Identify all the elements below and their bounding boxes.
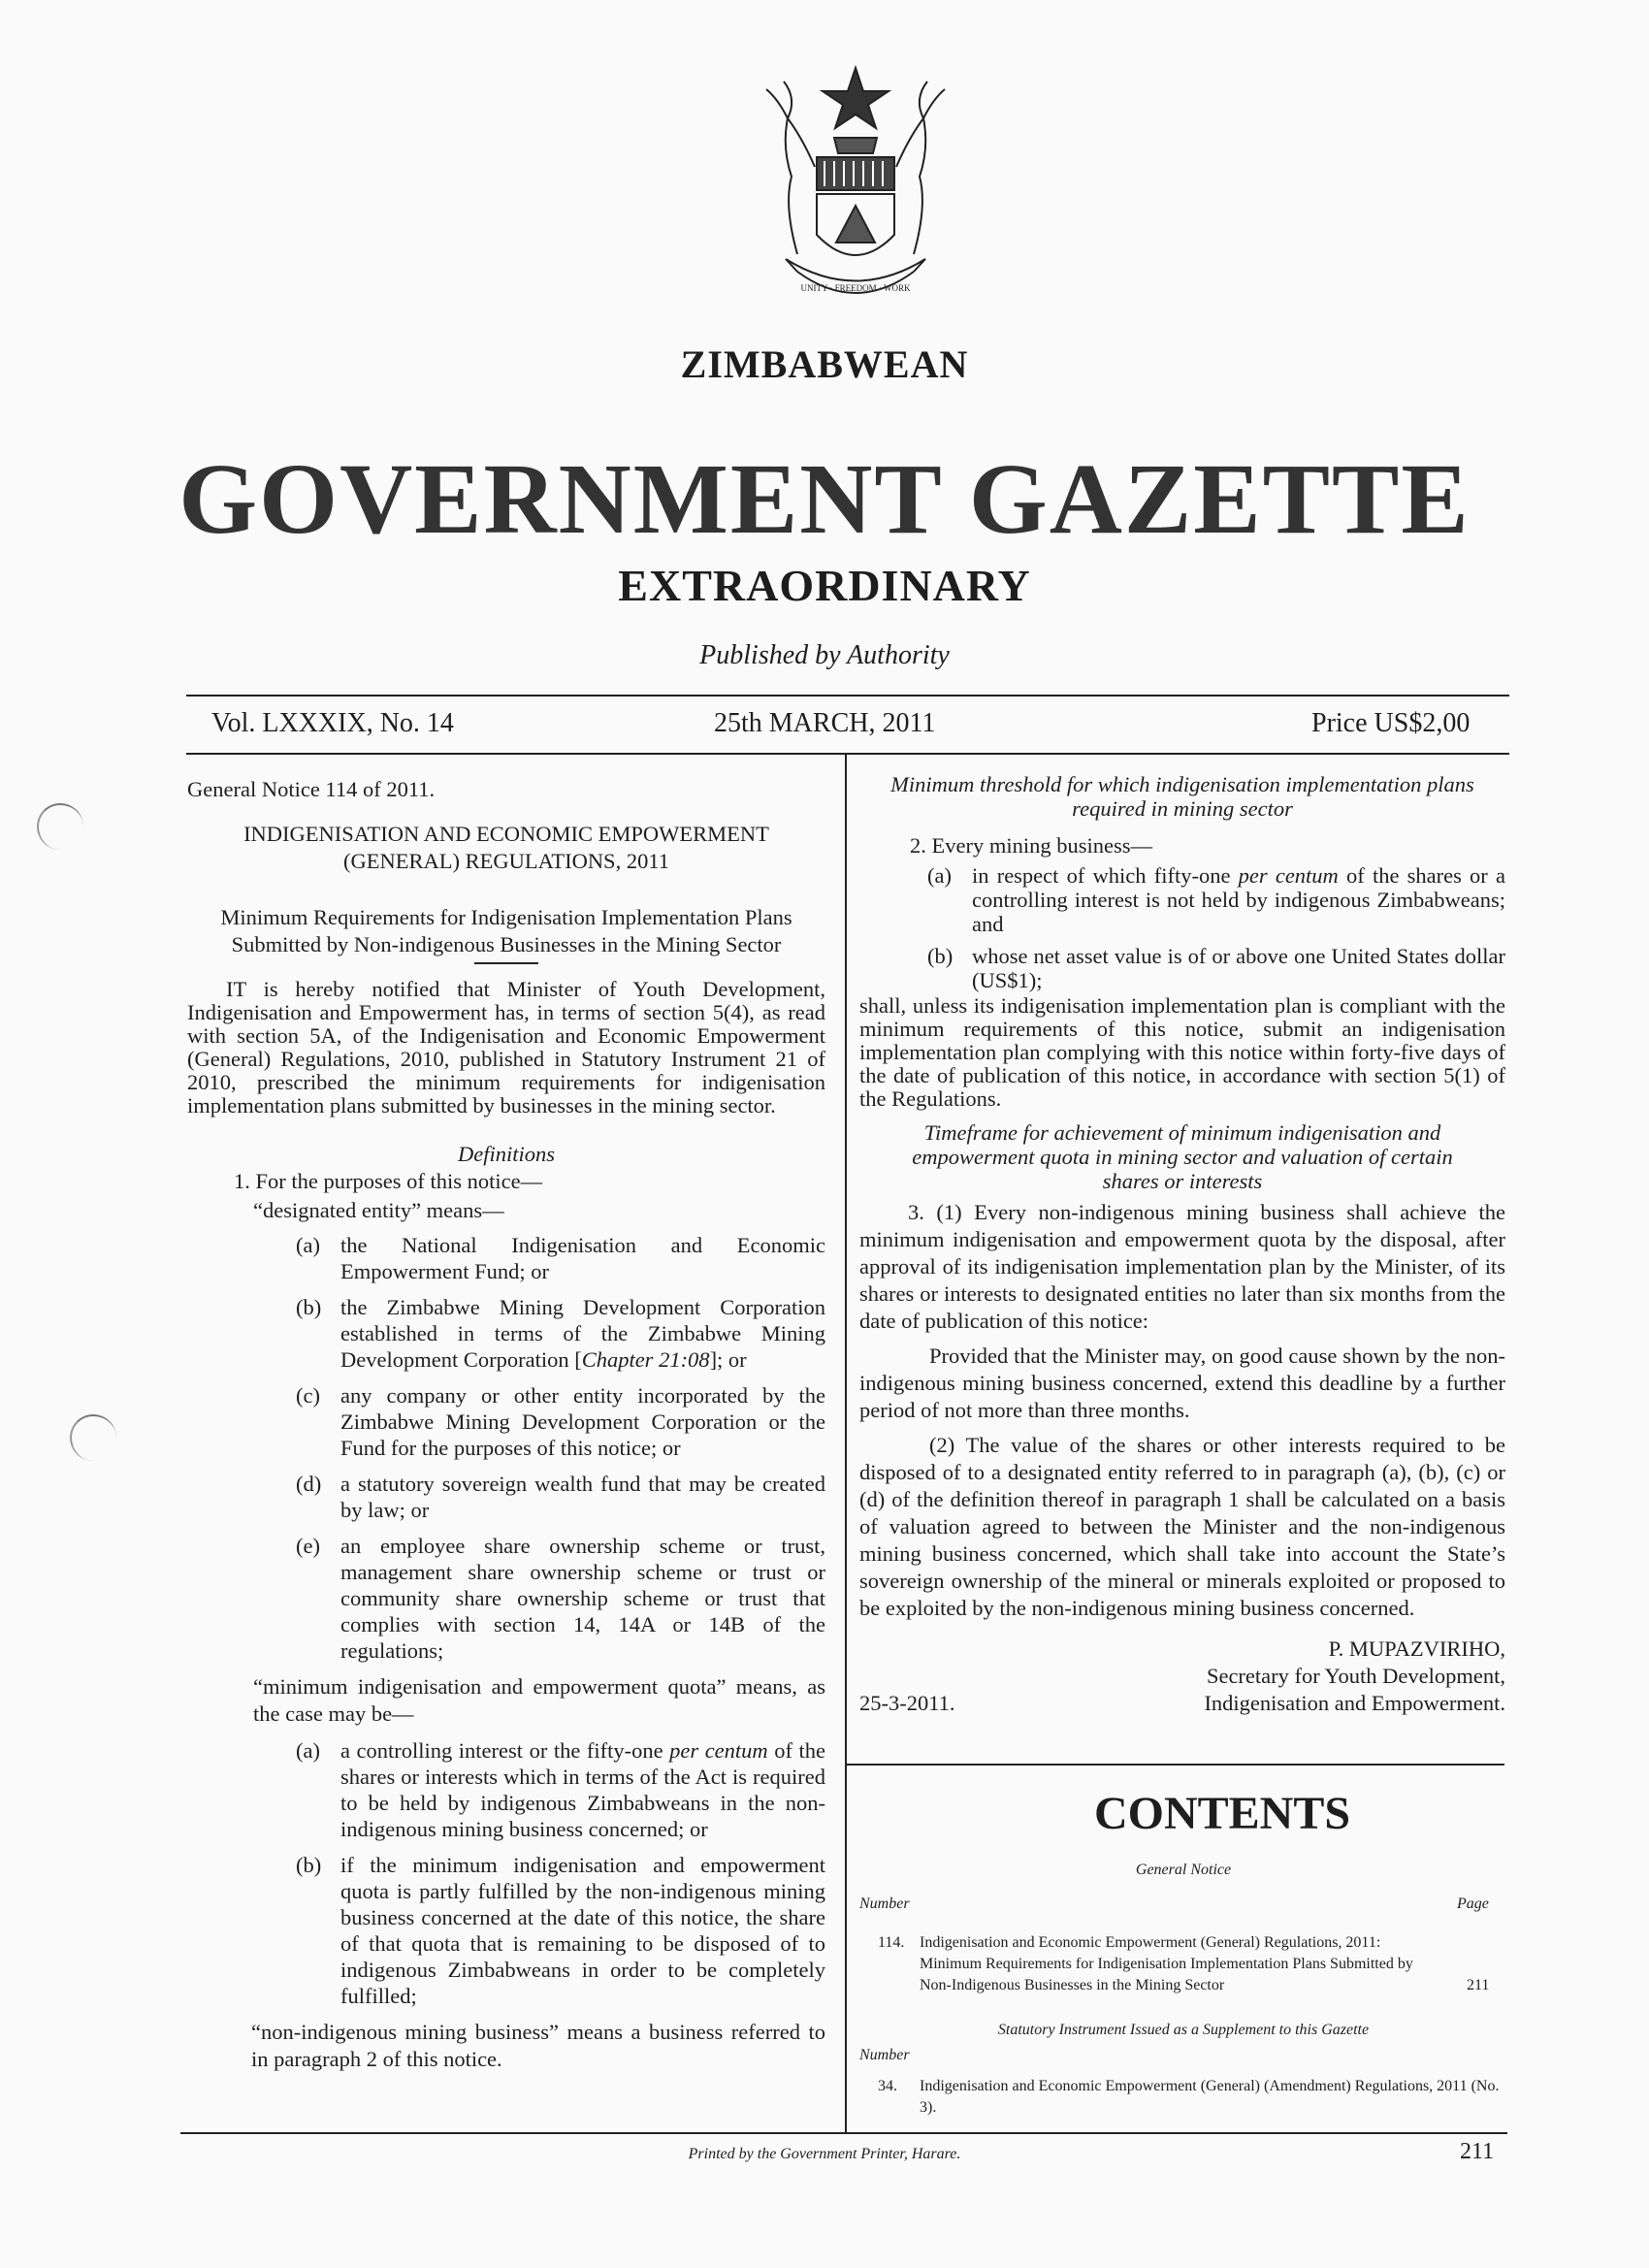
contents-si-heading: Statutory Instrument Issued as a Supplement to this Gazette — [997, 2022, 1370, 2038]
threshold-heading: Minimum threshold for which indigenisation implementation plans required in mining sector — [890, 772, 1474, 821]
intro-paragraph: IT is hereby notified that Minister of Youth Development, Indigenisation and Empowerment has, in terms of section 5(4), as read with section 5A, of the Indigenisation and Economic Empowerment (General) Regulations, 2010, published in Statutory Instrument 21 of 2010, prescribed the minimum requirements for indigenisation implementation plans submitted by businesses in the mining sector. — [187, 976, 825, 1118]
contents-entry-title: Indigenisation and Economic Empowerment (General) Regulations, 2011: Minimum Requirements for Indigenisation Implementation Plans Submitted by Non-Indigenous Businesses in the Mining Sector — [920, 1934, 1413, 1993]
coat-of-arms-icon — [749, 60, 962, 317]
issue-price: Price US$2,00 — [1311, 708, 1471, 738]
paragraph-3-2: (2) The value of the shares or other interests required to be disposed of to a designated entity referred to in paragraph (a), (b), (c) or (d) of the definition thereof in paragraph 1 shall be calculated on a basis of valuation agreed to between the Minister and the non-indigenous mining business concerned, which shall take into account the State’s sovereign ownership of the mineral or minerals exploited or proposed to be exploited by the non-indigenous mining business concerned. — [859, 1433, 1505, 1620]
quota-list — [187, 1737, 825, 2009]
signature-row — [859, 1690, 1505, 1717]
punch-hole-top — [37, 803, 83, 850]
designated-entity-list — [187, 1232, 825, 1664]
contents-heading: CONTENTS — [1093, 1788, 1351, 1839]
paragraph-3-proviso: Provided that the Minister may, on good cause shown by the non-indigenous mining business concerned, extend this deadline by a further period of not more than three months. — [859, 1344, 1505, 1422]
paragraph-2-tail: shall, unless its indigenisation implementation plan is compliant with the minimum requirements of this notice, submit an indigenisation implementation plan complying with this notice within forty-five days of the date of publication of this notice, in accordance with section 5(1) of the Regulations. — [859, 993, 1505, 1111]
contents-rule — [845, 1764, 1504, 1766]
designated-item-a: (a) the National Indigenisation and Economic Empowerment Fund; or — [296, 1232, 825, 1283]
footer-rule — [180, 2132, 1507, 2134]
timeframe-heading: Timeframe for achievement of minimum indigenisation and empowerment quota in mining sector and valuation of certain shares or interests — [912, 1120, 1453, 1193]
definition-clause-1: 1. For the purposes of this notice— — [234, 1168, 543, 1193]
non-indigenous-term: “non-indigenous mining business” means a business referred to in paragraph 2 of this notice. — [251, 2019, 825, 2071]
designated-item-d: (d) a statutory sovereign wealth fund that may be created by law; or — [296, 1471, 825, 1522]
header-rule-bottom — [186, 753, 1509, 755]
issue-volume: Vol. LXXXIX, No. 14 — [211, 708, 454, 738]
signatory-name: P. MUPAZVIRIHO, — [1328, 1636, 1505, 1661]
regulation-title-line-2: (GENERAL) REGULATIONS, 2011 — [342, 849, 669, 873]
definitions-heading: Definitions — [458, 1141, 555, 1166]
signatory-title-1: Secretary for Youth Development, — [1206, 1664, 1505, 1688]
designated-item-c: (c) any company or other entity incorporated by the Zimbabwe Mining Development Corporation or the Fund for the purposes of this notice; or — [296, 1382, 825, 1460]
contents-entry-page: 211 — [1467, 1977, 1490, 1993]
punch-hole-bottom — [70, 1414, 116, 1461]
contents-si-title: Indigenisation and Economic Empowerment (General) (Amendment) Regulations, 2011 (No. 3). — [920, 2078, 1500, 2116]
quota-item-b: (b) if the minimum indigenisation and empowerment quota is partly fulfilled by the non-indigenous mining business concerned at the date of this notice, the share of that quota that is remaining to be disposed of to indigenous Zimbabweans in order to be completely fulfilled; — [296, 1852, 825, 2008]
contents-number-label: Number — [859, 1895, 910, 1912]
crest-motto: UNITY · FREEDOM · WORK — [800, 283, 911, 293]
contents-si-number-label: Number — [859, 2047, 910, 2063]
regulation-title-line-1: INDIGENISATION AND ECONOMIC EMPOWERMENT — [243, 822, 769, 846]
gazette-title: GOVERNMENT GAZETTE — [178, 443, 1471, 555]
designated-entity-term: “designated entity” means— — [253, 1197, 504, 1222]
issue-date: 25th MARCH, 2011 — [714, 708, 936, 738]
gazette-edition: EXTRAORDINARY — [618, 561, 1031, 610]
contents-page-label: Page — [1457, 1895, 1489, 1912]
published-by: Published by Authority — [699, 640, 950, 670]
paragraph-2-item-a: (a) in respect of which fifty-one per centum of the shares or a controlling interest is not held by indigenous Zimbabweans; and — [927, 863, 1505, 936]
right-column — [859, 772, 1505, 1717]
designated-item-e: (e) an employee share ownership scheme or trust, management share ownership scheme or trust or community share ownership scheme or trust that complies with section 14, 14A or 14B of the regulations; — [296, 1533, 825, 1663]
signature-date: 25-3-2011. — [859, 1691, 955, 1715]
contents-general-notice: General Notice — [1135, 1862, 1232, 1878]
header-rule-top — [186, 695, 1509, 697]
designated-item-b: (b) the Zimbabwe Mining Development Corporation established in terms of the Zimbabwe Mining Development Corporation [Chapter 21:08]; or — [296, 1294, 825, 1372]
notice-subtitle-line-1: Minimum Requirements for Indigenisation Implementation Plans — [220, 905, 792, 929]
contents-entry-number: 114. — [878, 1934, 905, 1951]
gazette-country: ZIMBABWEAN — [680, 342, 969, 386]
signatory-title-2: Indigenisation and Empowerment. — [1204, 1691, 1505, 1715]
column-divider — [845, 755, 847, 2132]
page-number: 211 — [1460, 2139, 1495, 2164]
notice-number: General Notice 114 of 2011. — [187, 777, 436, 801]
quota-item-a: (a) a controlling interest or the fifty-one per centum of the shares or interests which in terms of the Act is required to be held by indigenous Zimbabweans in the non-indigenous mining business concerned; or — [296, 1737, 825, 1841]
notice-subtitle-line-2: Submitted by Non-indigenous Businesses in the Mining Sector — [231, 932, 782, 956]
contents-si-number: 34. — [878, 2078, 897, 2094]
left-column — [187, 776, 825, 2073]
printer-credit: Printed by the Government Printer, Harare. — [688, 2146, 961, 2162]
paragraph-3-1: 3. (1) Every non-indigenous mining business shall achieve the minimum indigenisation and empowerment quota by the disposal, after approval of its indigenisation implementation plan by the Minister, of its shares or interests to designated entities no later than six months from the date of publication of this notice: — [859, 1200, 1505, 1333]
subtitle-rule — [474, 962, 538, 964]
paragraph-2-list — [859, 863, 1505, 992]
quota-term: “minimum indigenisation and empowerment quota” means, as the case may be— — [253, 1673, 825, 1726]
paragraph-2-intro: 2. Every mining business— — [910, 833, 1152, 858]
paragraph-2-item-b: (b) whose net asset value is of or above one United States dollar (US$1); — [927, 944, 1505, 992]
